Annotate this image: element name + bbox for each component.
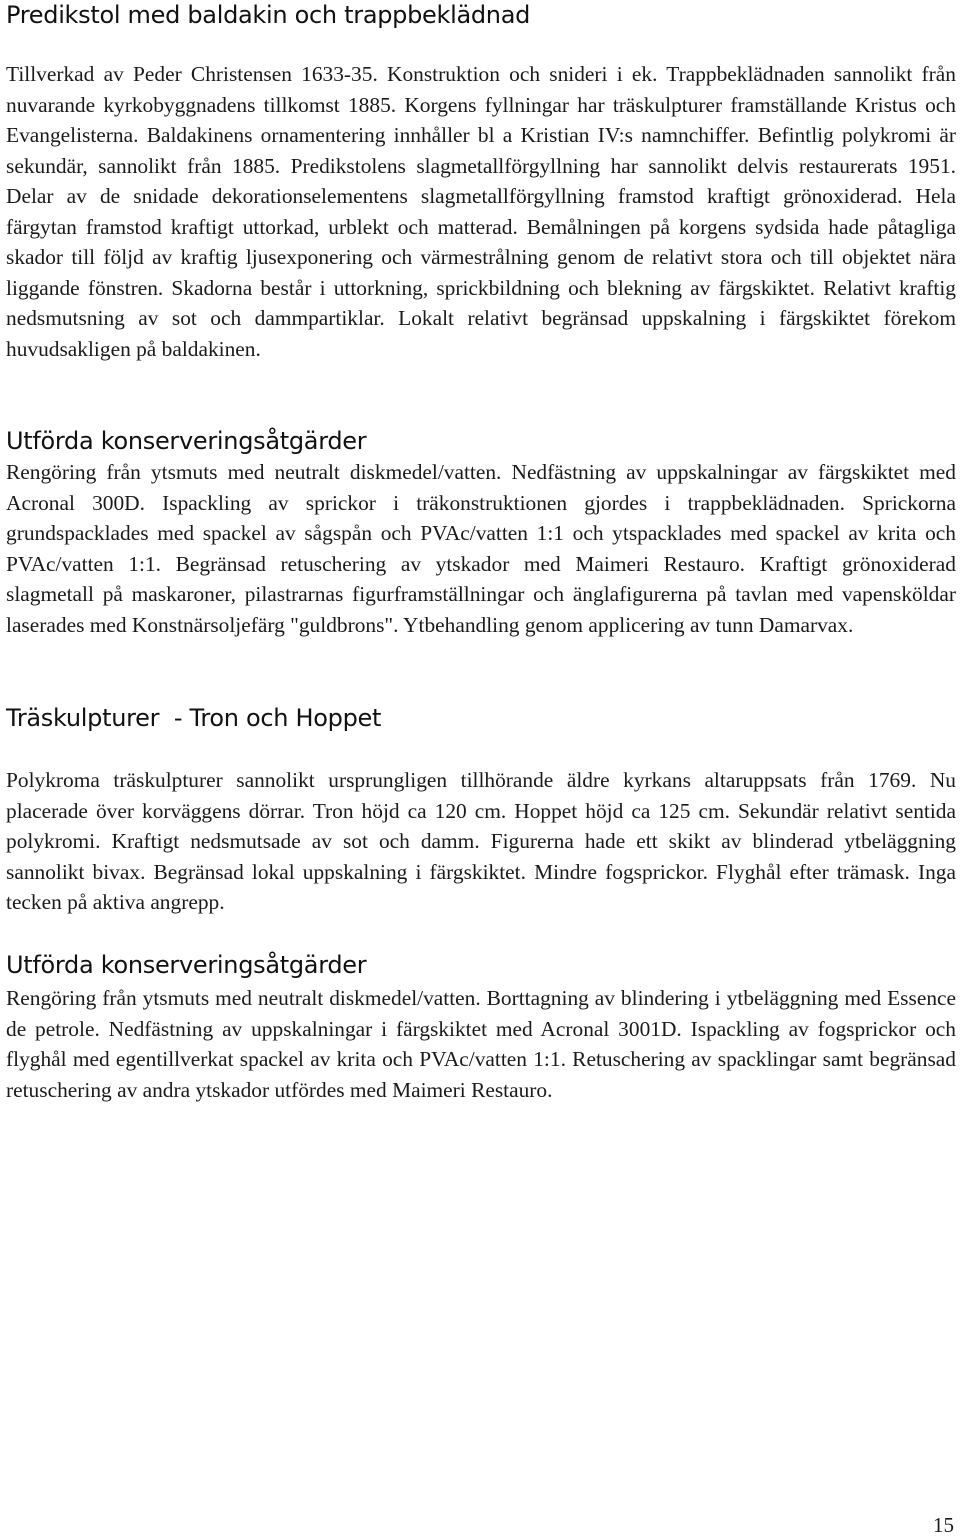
section-heading-pulpit-measures: Utförda konserveringsåtgärder	[6, 427, 367, 455]
paragraph-pulpit-description: Tillverkad av Peder Christensen 1633-35. Konstruktion och snideri i ek. Trappbeklädnaden sannolikt från nuvarande kyrkobyggnadens tillkomst 1885. Korgens fyllningar har träskulpturer framställande Kristus och Evangelisterna. Baldakinens ornamentering innhåller bl a Kristian IV:s namnchiffer. Befintlig polykromi är sekundär, sannolikt från 1885. Predikstolens slagmetallförgyllning har sannolikt delvis restaurerats 1951. Delar av de snidade dekorationselementens slagmetallförgyllning framstod kraftigt grönoxiderad. Hela färgytan framstod kraftigt uttorkad, urblekt och matterad. Bemålningen på korgens sydsida hade påtagliga skador till följd av kraftig ljusexponering och värmestrålning genom de relativt stora och till objektet nära liggande fönstren. Skadorna består i uttorkning, sprickbildning och blekning av färgskiktet. Relativt kraftig nedsmutsning av sot och dammpartiklar. Lokalt relativt begränsad uppskalning i färgskiktet förekom huvudsakligen på baldakinen.	[6, 62, 956, 361]
paragraph-sculpture-measures: Rengöring från ytsmuts med neutralt diskmedel/vatten. Borttagning av blindering i ytbeläggning med Essence de petrole. Nedfästning av uppskalningar i färgskiktet med Acronal 3001D. Ispackling av fogsprickor och flyghål med egentillverkat spackel av krita och PVAc/vatten 1:1. Retuschering av spacklingar samt begränsad retuschering av andra ytskador utfördes med Maimeri Restauro.	[6, 986, 956, 1102]
section-heading-pulpit: Predikstol med baldakin och trappbeklädnad	[6, 1, 531, 29]
section-heading-sculpture-measures: Utförda konserveringsåtgärder	[6, 951, 367, 979]
section-heading-sculptures: Träskulpturer - Tron och Hoppet	[6, 704, 382, 732]
paragraph-sculptures-description: Polykroma träskulpturer sannolikt ursprungligen tillhörande äldre kyrkans altaruppsats från 1769. Nu placerade över korväggens dörrar. Tron höjd ca 120 cm. Hoppet höjd ca 125 cm. Sekundär relativt sentida polykromi. Kraftigt nedsmutsade av sot och damm. Figurerna hade ett skikt av blinderad ytbeläggning sannolikt bivax. Begränsad lokal uppskalning i färgskiktet. Mindre fogsprickor. Flyghål efter trämask. Inga tecken på aktiva angrepp.	[6, 768, 956, 914]
paragraph-pulpit-measures: Rengöring från ytsmuts med neutralt diskmedel/vatten. Nedfästning av uppskalningar av färgskiktet med Acronal 300D. Ispackling av sprickor i träkonstruktionen gjordes i trappbeklädnaden. Sprickorna grundspacklades med spackel av sågspån och PVAc/vatten 1:1 och ytspacklades med spackel av krita och PVAc/vatten 1:1. Begränsad retuschering av ytskador med Maimeri Restauro. Kraftigt grönoxiderad slagmetall på maskaroner, pilastrarnas figurframställningar och änglafigurerna på tavlan med vapensköldar laserades med Konstnärsoljefärg "guldbrons". Ytbehandling genom applicering av tunn Damarvax.	[6, 460, 956, 637]
page-number: 15	[933, 1513, 954, 1537]
